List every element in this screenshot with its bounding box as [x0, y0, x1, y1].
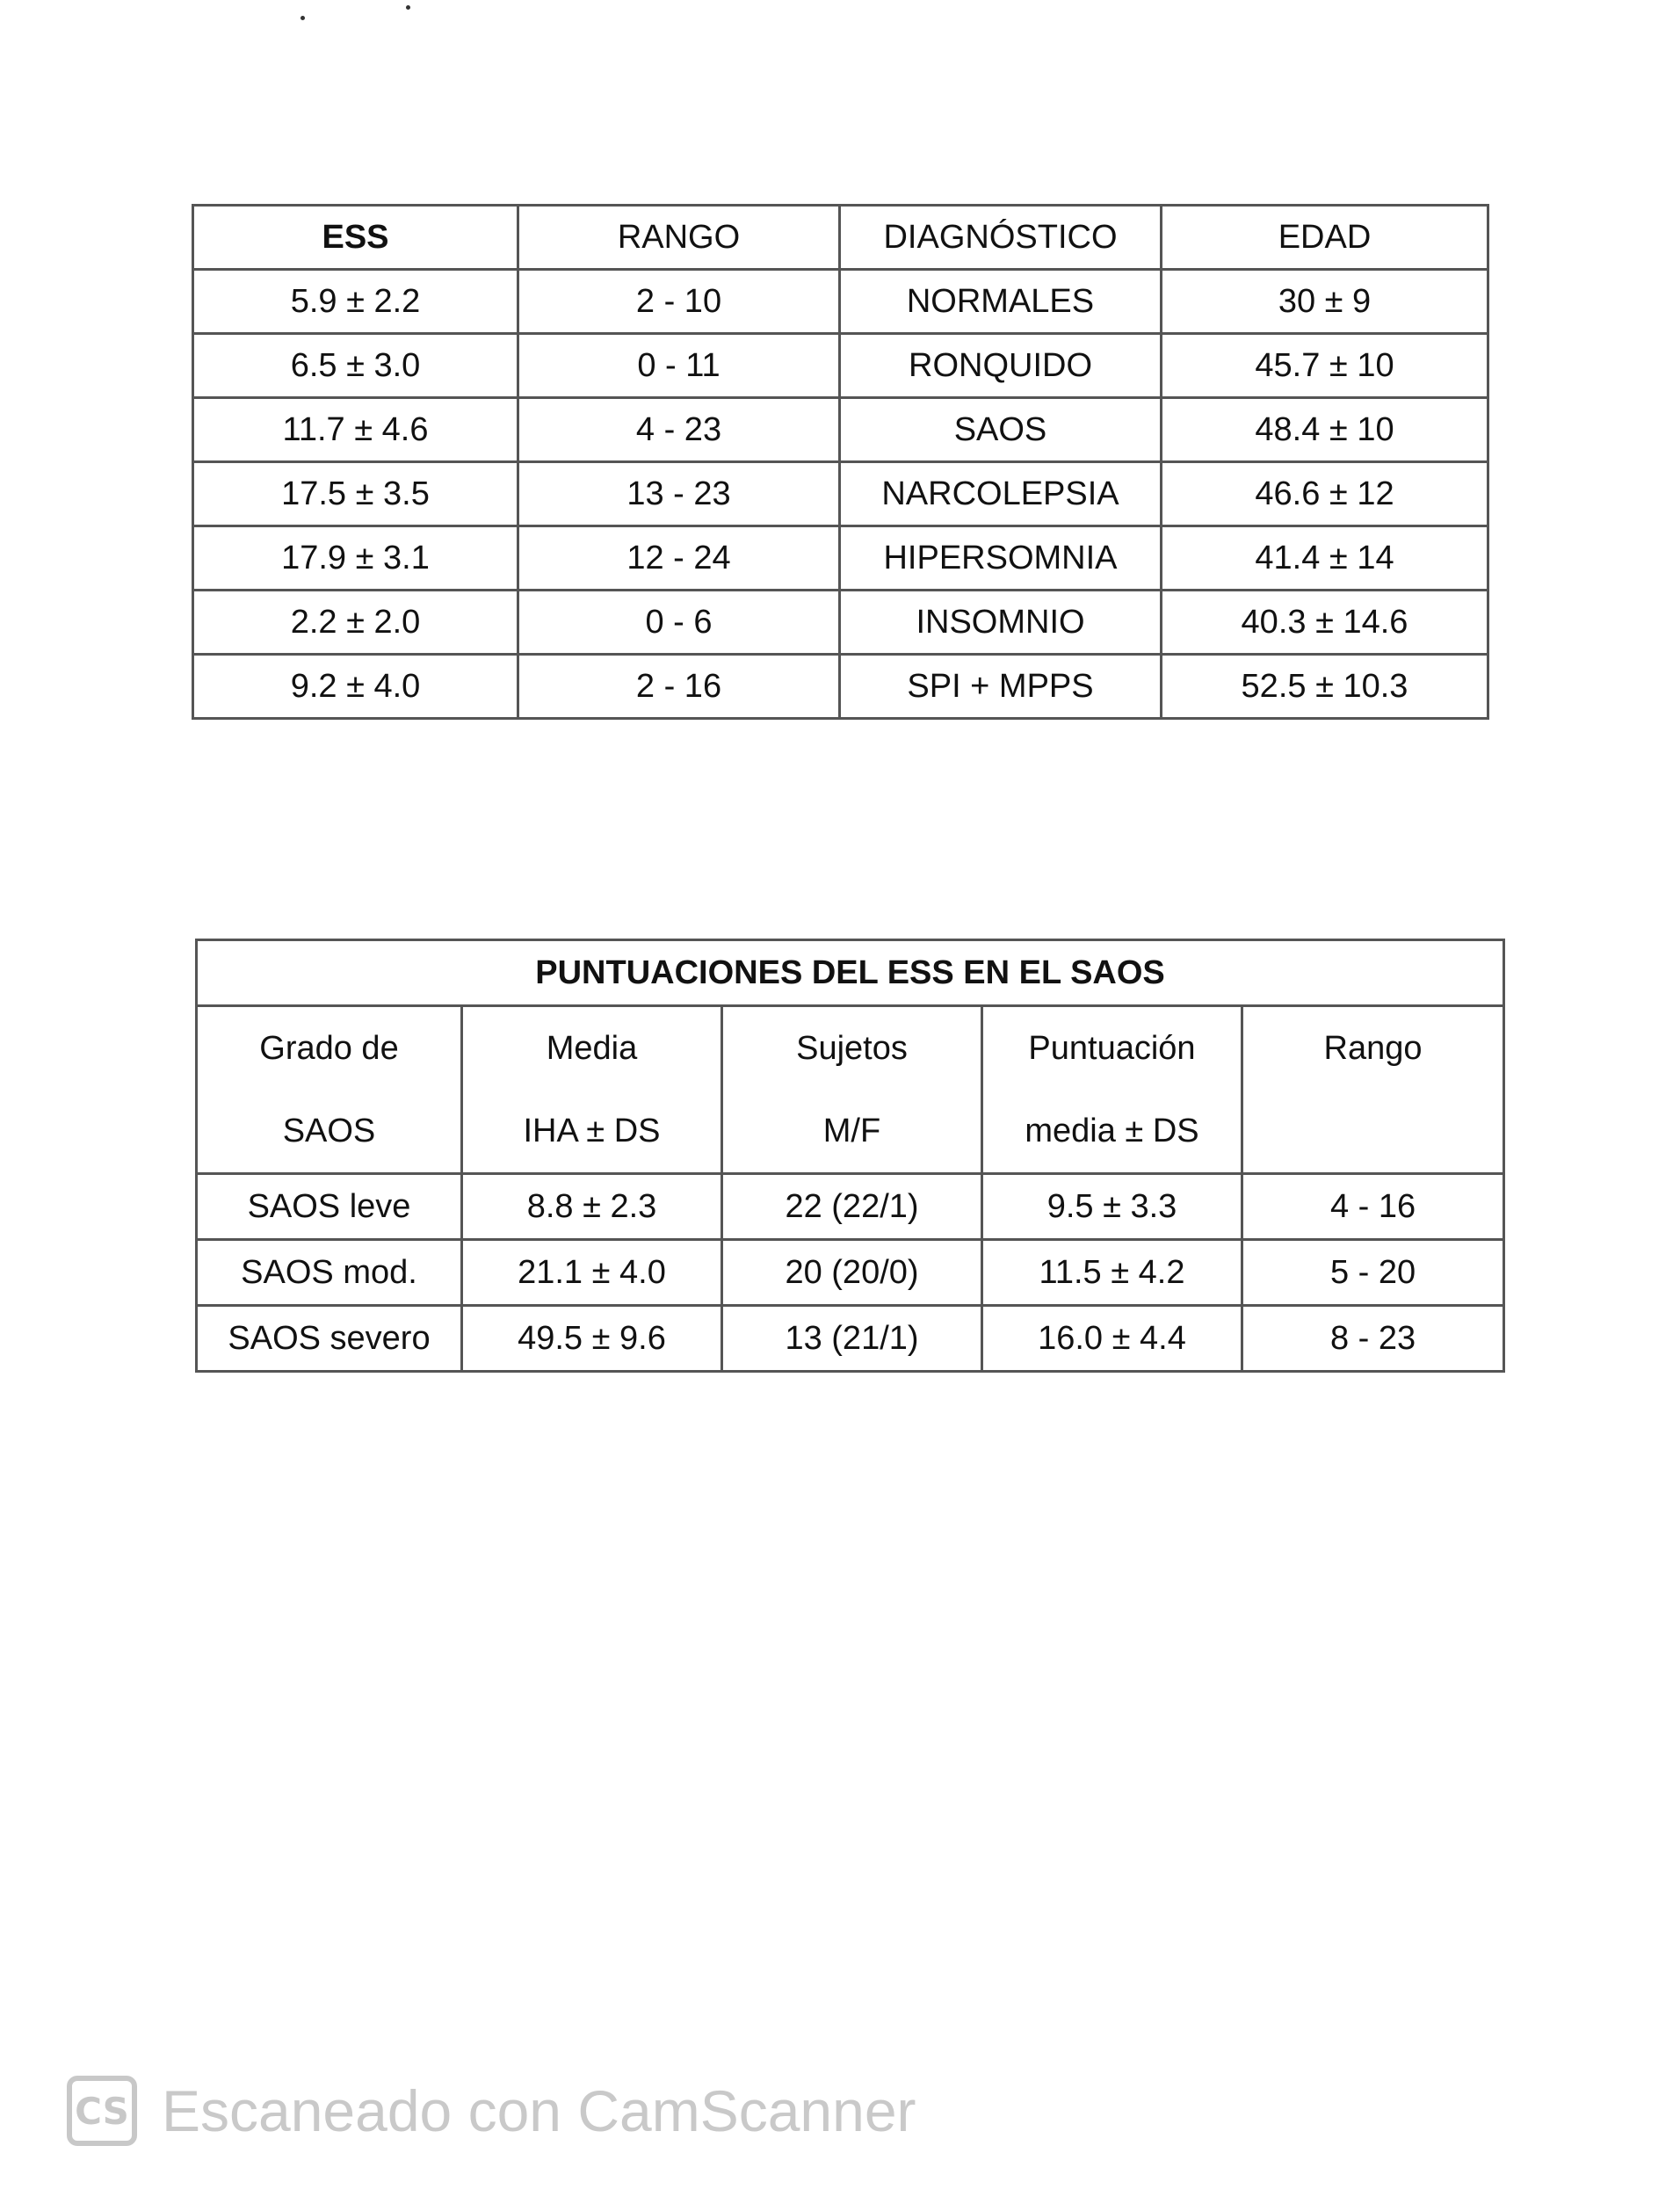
table-cell: 5.9 ± 2.2 [193, 270, 518, 334]
scan-speck [301, 16, 305, 20]
table-row [193, 334, 1488, 398]
table-cell: 2 - 16 [518, 655, 840, 719]
table-cell: 6.5 ± 3.0 [193, 334, 518, 398]
table-title-row [197, 940, 1504, 1006]
scan-speck [406, 5, 410, 10]
header-line: IHA ± DS [523, 1113, 661, 1149]
table-cell: 8 - 23 [1242, 1306, 1504, 1372]
header-cell: RANGO [518, 206, 840, 270]
table-row [193, 526, 1488, 591]
header-line: media ± DS [1025, 1113, 1199, 1149]
ess-diagnosis-table [192, 204, 1489, 720]
header-line: Rango [1323, 1030, 1423, 1067]
header-cell: EDAD [1162, 206, 1488, 270]
table-cell: 17.5 ± 3.5 [193, 462, 518, 526]
header-cell [462, 1006, 722, 1174]
table-row [193, 398, 1488, 462]
header-cell [722, 1006, 982, 1174]
table-cell: RONQUIDO [840, 334, 1162, 398]
table-title: PUNTUACIONES DEL ESS EN EL SAOS [197, 940, 1504, 1006]
table-cell: SAOS severo [197, 1306, 462, 1372]
camscanner-watermark [67, 2076, 916, 2146]
table-cell: 13 (21/1) [722, 1306, 982, 1372]
header-line: Grado de [259, 1030, 399, 1067]
table-cell: 0 - 11 [518, 334, 840, 398]
table-cell: HIPERSOMNIA [840, 526, 1162, 591]
table-cell: 9.5 ± 3.3 [982, 1174, 1242, 1240]
table-cell: 2.2 ± 2.0 [193, 591, 518, 655]
header-cell [1242, 1006, 1504, 1174]
table-cell: 46.6 ± 12 [1162, 462, 1488, 526]
table-cell: 8.8 ± 2.3 [462, 1174, 722, 1240]
table-cell: SAOS mod. [197, 1240, 462, 1306]
header-line: Media [546, 1030, 638, 1067]
table-cell: 9.2 ± 4.0 [193, 655, 518, 719]
table-cell: SAOS [840, 398, 1162, 462]
table-cell: 2 - 10 [518, 270, 840, 334]
table-row [193, 462, 1488, 526]
table-cell: 48.4 ± 10 [1162, 398, 1488, 462]
table-row [197, 1174, 1504, 1240]
table-cell: SAOS leve [197, 1174, 462, 1240]
table-cell: 52.5 ± 10.3 [1162, 655, 1488, 719]
table-row [193, 591, 1488, 655]
table-cell: 0 - 6 [518, 591, 840, 655]
header-line: Sujetos [796, 1030, 908, 1067]
table-cell: 13 - 23 [518, 462, 840, 526]
table-cell: 40.3 ± 14.6 [1162, 591, 1488, 655]
table-cell: 21.1 ± 4.0 [462, 1240, 722, 1306]
header-line: SAOS [282, 1113, 376, 1149]
table-row [193, 270, 1488, 334]
table-cell: 45.7 ± 10 [1162, 334, 1488, 398]
table-cell: NORMALES [840, 270, 1162, 334]
header-cell: ESS [193, 206, 518, 270]
table-header-row [197, 1006, 1504, 1174]
table-cell: 4 - 23 [518, 398, 840, 462]
header-line: M/F [822, 1113, 881, 1149]
table-cell: 22 (22/1) [722, 1174, 982, 1240]
header-cell [197, 1006, 462, 1174]
table-cell: 20 (20/0) [722, 1240, 982, 1306]
table-cell: 5 - 20 [1242, 1240, 1504, 1306]
table-cell: 4 - 16 [1242, 1174, 1504, 1240]
table-row [193, 655, 1488, 719]
header-line: Puntuación [1028, 1030, 1196, 1067]
header-cell: DIAGNÓSTICO [840, 206, 1162, 270]
table-header-row [193, 206, 1488, 270]
camscanner-logo-icon: CS [67, 2076, 137, 2146]
table-cell: 12 - 24 [518, 526, 840, 591]
table-cell: 30 ± 9 [1162, 270, 1488, 334]
table-cell: 16.0 ± 4.4 [982, 1306, 1242, 1372]
watermark-text: Escaneado con CamScanner [162, 2078, 916, 2143]
ess-saos-scores-table [195, 939, 1505, 1373]
table-cell: INSOMNIO [840, 591, 1162, 655]
header-cell [982, 1006, 1242, 1174]
table-cell: 11.7 ± 4.6 [193, 398, 518, 462]
table-cell: 11.5 ± 4.2 [982, 1240, 1242, 1306]
table-cell: NARCOLEPSIA [840, 462, 1162, 526]
table-cell: 49.5 ± 9.6 [462, 1306, 722, 1372]
table-row [197, 1306, 1504, 1372]
table-cell: SPI + MPPS [840, 655, 1162, 719]
table-row [197, 1240, 1504, 1306]
table-cell: 41.4 ± 14 [1162, 526, 1488, 591]
table-cell: 17.9 ± 3.1 [193, 526, 518, 591]
